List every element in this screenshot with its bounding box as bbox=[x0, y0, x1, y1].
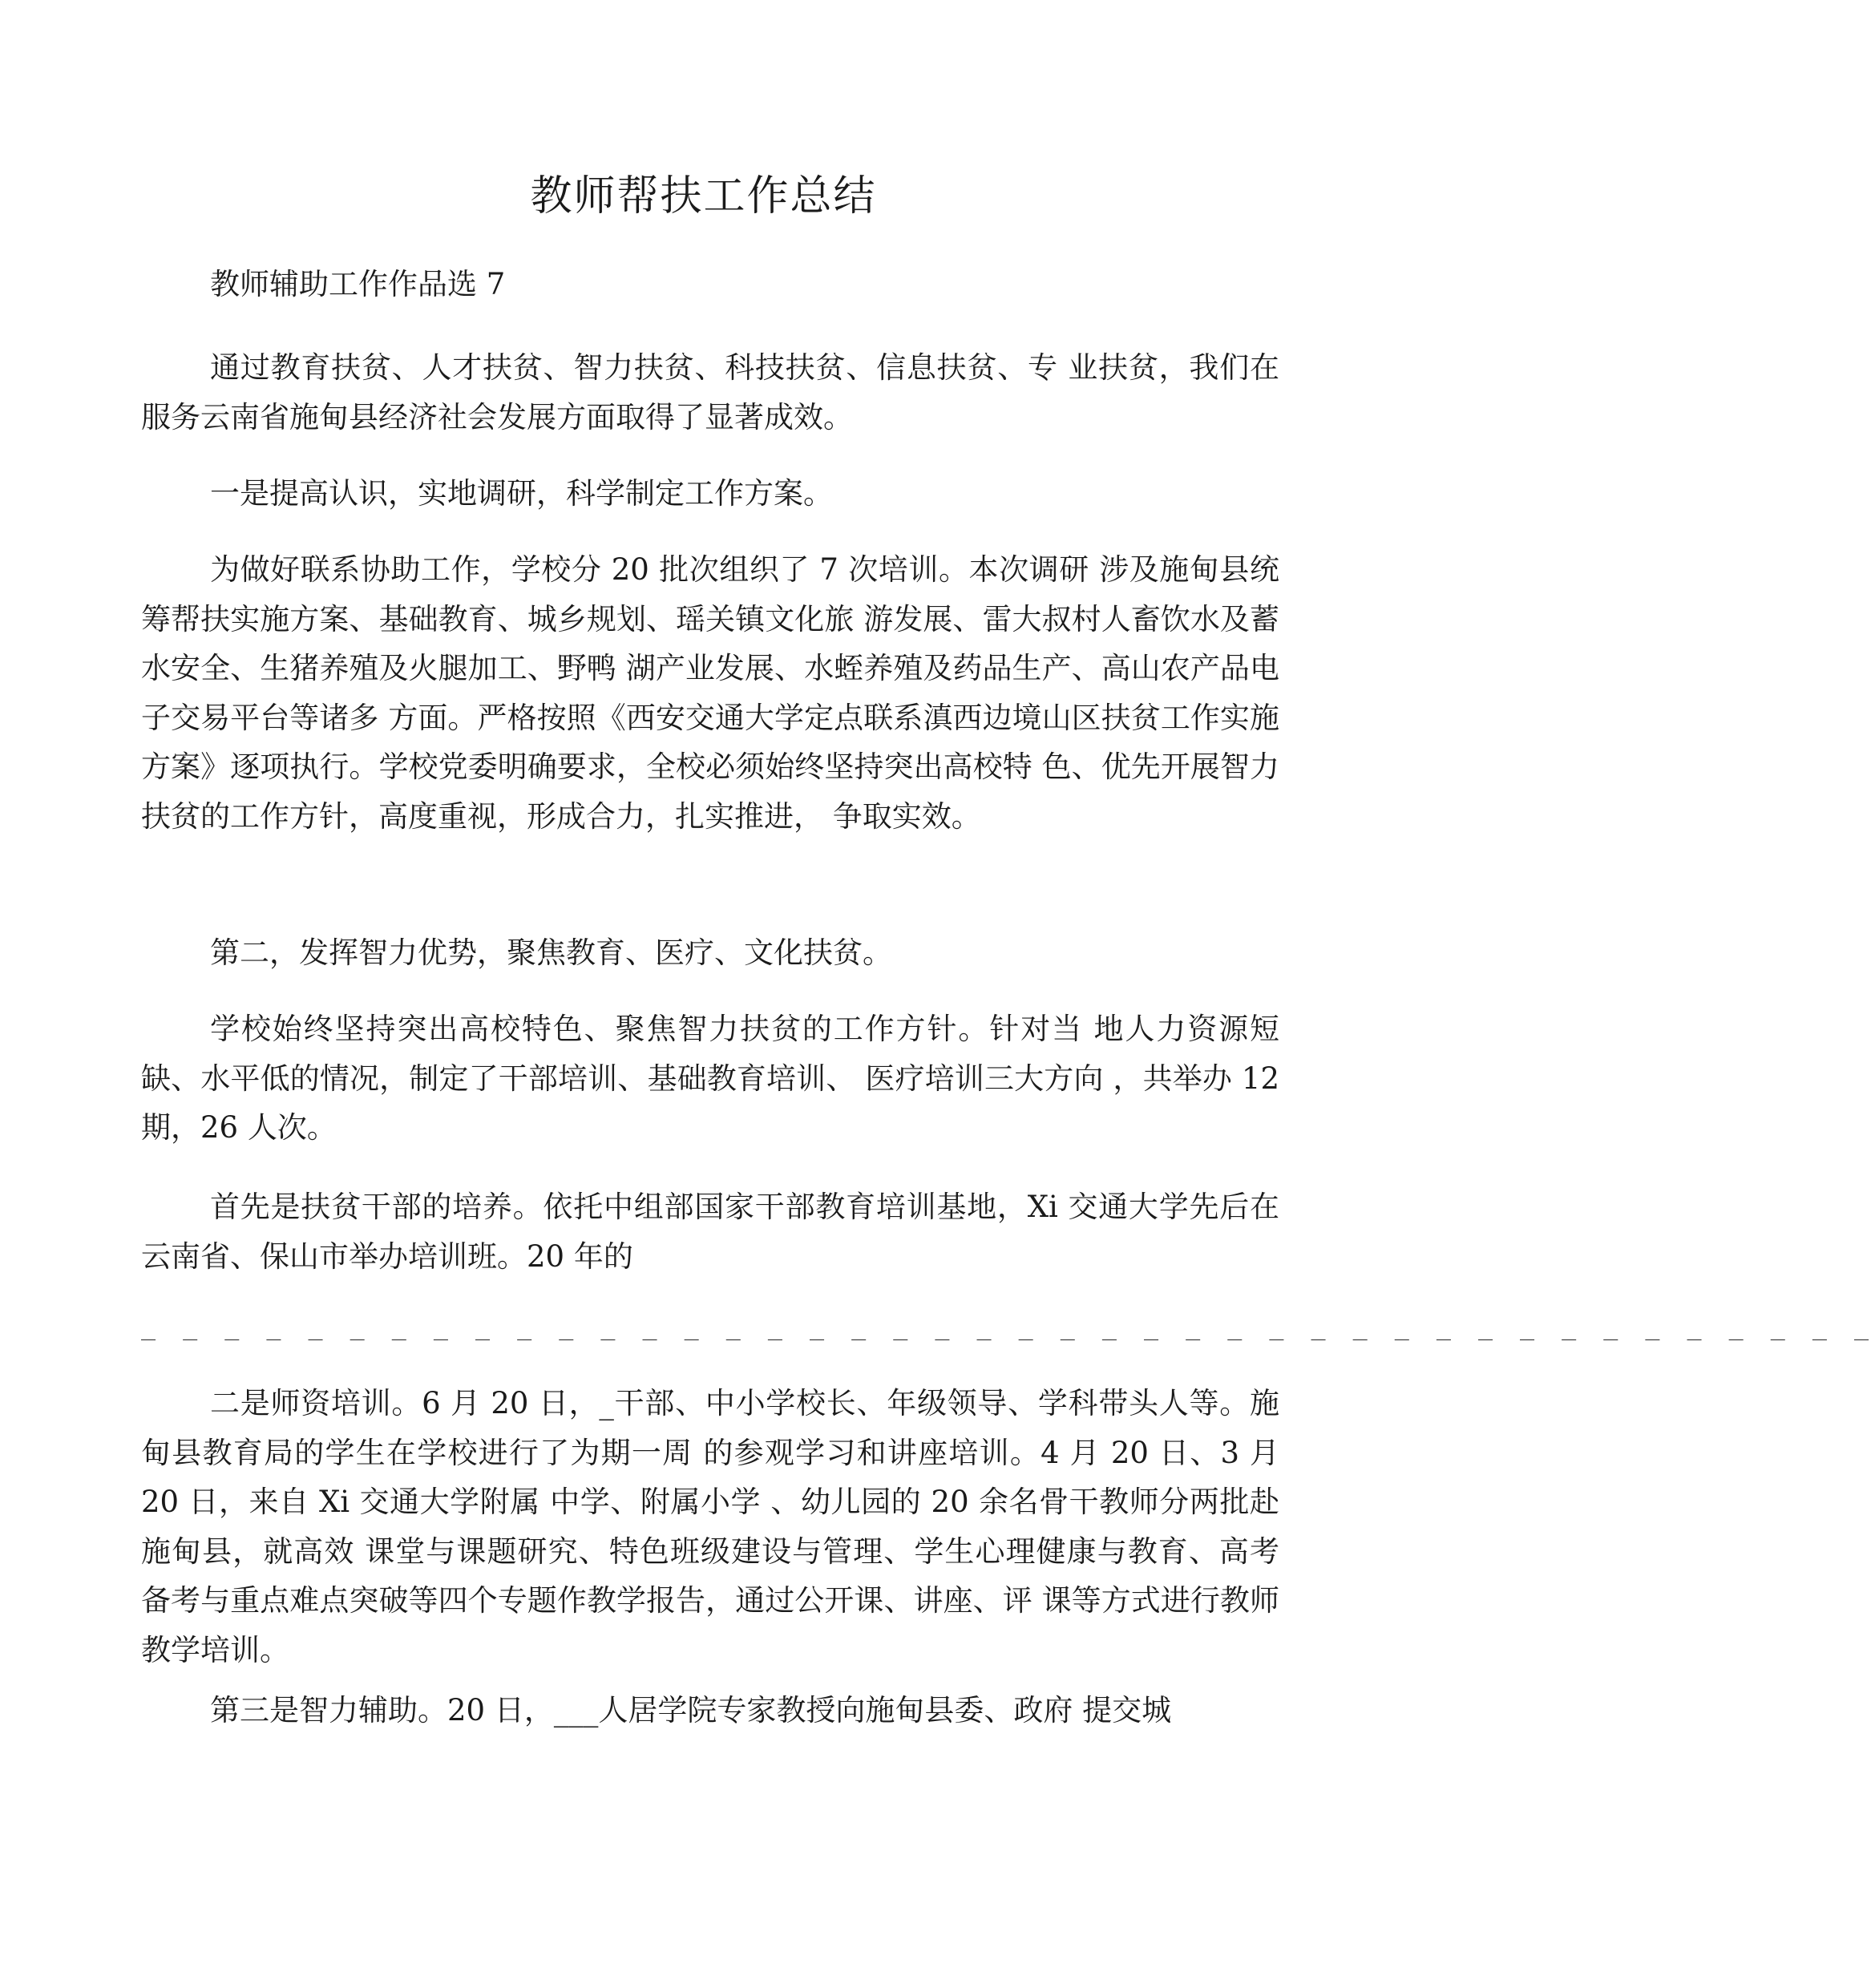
paragraph-point-three: 第三是智力辅助。20 日，___人居学院专家教授向施甸县委、政府 提交城 bbox=[210, 1693, 1172, 1727]
document-subtitle: 教师辅助工作作品选 7 bbox=[210, 267, 506, 301]
paragraph-cadre-training: 首先是扶贫干部的培养。依托中组部国家干部教育培训基地，Xi 交通大学先后在云南省、保山市举办培训班。20 年的 bbox=[141, 1190, 1279, 1274]
document-title: 教师帮扶工作总结 bbox=[530, 172, 877, 220]
paragraph-intellectual-support: 学校始终坚持突出高校特色、聚焦智力扶贫的工作方针。针对当 地人力资源短缺、水平低的情况，制定了干部培训、基础教育培训、 医疗培训三大方向 ，共举办 12 期，26 人次。 bbox=[141, 1012, 1279, 1145]
separator-line: _ _ _ _ _ _ _ _ _ _ _ _ _ _ _ _ _ _ _ _ _ _ _ _ _ _ _ _ _ _ _ _ _ _ _ _ _ _ _ _ _ _ bbox=[141, 1313, 1875, 1341]
paragraph-research: 为做好联系协助工作，学校分 20 批次组织了 7 次培训。本次调研 涉及施甸县统筹帮扶实施方案、基础教育、城乡规划、瑶关镇文化旅 游发展、雷大叔村人畜饮水及蓄水安全、生猪养殖及火腿加工、野鸭 湖产业发展、水蛭养殖及药品生产、高山农产品电子交易平台等诸多 方面。严格按照《西安交通大学定点联系滇西边境山区扶贫工作实施 方案》逐项执行。学校党委明确要求，全校必须始终坚持突出高校特 色、优先开展智力扶贫的工作方针，高度重视，形成合力，扎实推进， 争取实效。 bbox=[141, 552, 1279, 834]
paragraph-teacher-training: 二是师资培训。6 月 20 日，_干部、中小学校长、年级领导、学科带头人等。施甸县教育局的学生在学校进行了为期一周 的参观学习和讲座培训。4 月 20 日、3 月 20 日，来自 Xi 交通大学附属 中学、附属小学 、幼儿园的 20 余名骨干教师分两批赴施甸县，就高效 课堂与课题研究、特色班级建设与管理、学生心理健康与教育、高考 备考与重点难点突破等四个专题作教学报告，通过公开课、讲座、评 课等方式进行教师教学培训。 bbox=[141, 1386, 1279, 1667]
paragraph-point-one: 一是提高认识，实地调研，科学制定工作方案。 bbox=[210, 476, 833, 511]
paragraph-intro: 通过教育扶贫、人才扶贫、智力扶贫、科技扶贫、信息扶贫、专 业扶贫，我们在服务云南省施甸县经济社会发展方面取得了显著成效。 bbox=[141, 350, 1279, 434]
paragraph-point-two: 第二，发挥智力优势，聚焦教育、医疗、文化扶贫。 bbox=[210, 935, 892, 970]
